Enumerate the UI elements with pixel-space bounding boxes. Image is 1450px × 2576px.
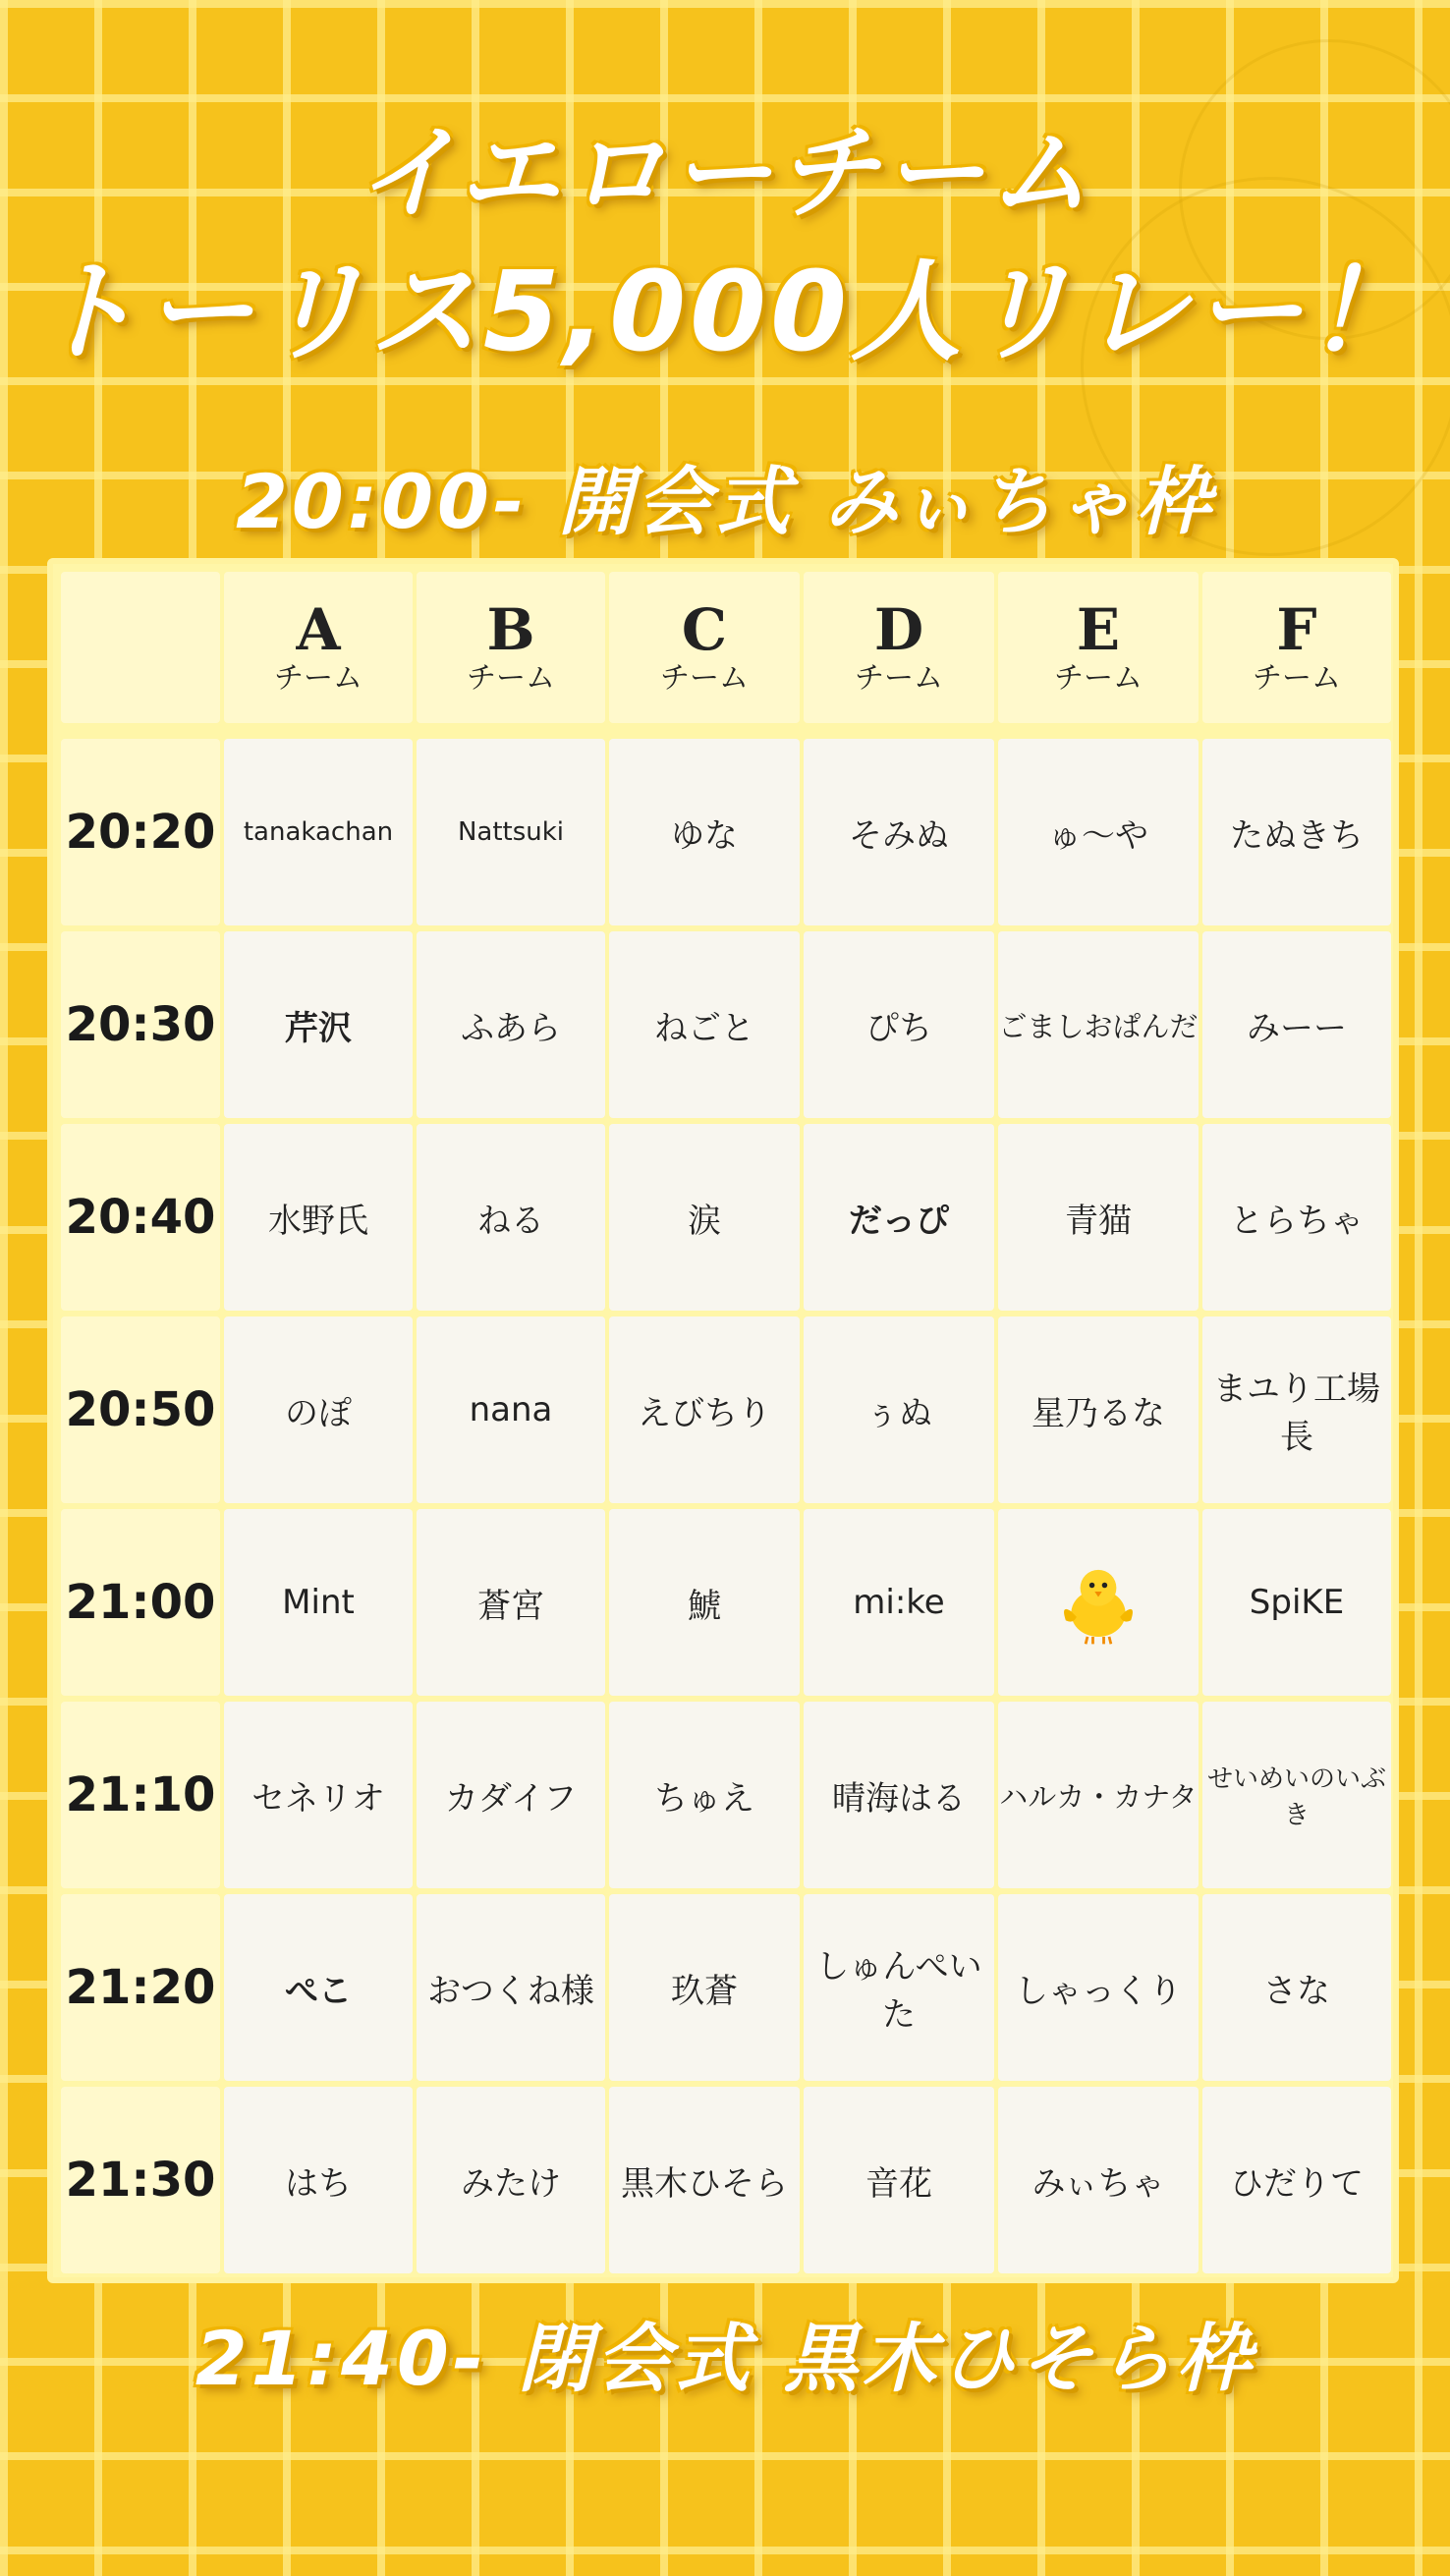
streamer-cell: せいめいのいぶき xyxy=(1202,1702,1391,1888)
opening-ceremony-label: 20:00- 開会式 みぃちゃ枠 xyxy=(235,458,1215,545)
streamer-cell: えびちり xyxy=(609,1316,800,1503)
streamer-cell: カダイフ xyxy=(417,1702,605,1888)
streamer-cell: ゆな xyxy=(609,739,800,925)
streamer-cell: 青猫 xyxy=(998,1124,1199,1311)
title-line-1: イエローチーム xyxy=(356,113,1094,233)
team-letter: E xyxy=(1076,596,1121,663)
streamer-cell: ねる xyxy=(417,1124,605,1311)
team-suffix: チーム xyxy=(467,661,555,696)
streamer-cell: ゅ〜や xyxy=(998,739,1199,925)
time-slot-label: 20:30 xyxy=(61,931,220,1118)
streamer-cell: 涙 xyxy=(609,1124,800,1311)
grid-corner xyxy=(61,572,220,723)
streamer-cell: セネリオ xyxy=(224,1702,413,1888)
closing-ceremony-label: 21:40- 閉会式 黒木ひそら枠 xyxy=(195,2315,1255,2402)
streamer-cell: 蒼宮 xyxy=(417,1509,605,1696)
streamer-cell: ハルカ・カナタ xyxy=(998,1702,1199,1888)
streamer-cell: みぃちゃ xyxy=(998,2087,1199,2273)
streamer-cell: 音花 xyxy=(804,2087,994,2273)
time-slot-label: 20:40 xyxy=(61,1124,220,1311)
streamer-cell: だっぴ xyxy=(804,1124,994,1311)
streamer-cell: のぽ xyxy=(224,1316,413,1503)
time-slot-label: 21:10 xyxy=(61,1702,220,1888)
streamer-cell: 鯱 xyxy=(609,1509,800,1696)
streamer-cell: ちゅえ xyxy=(609,1702,800,1888)
team-suffix: チーム xyxy=(855,661,943,696)
time-slot-label: 21:20 xyxy=(61,1894,220,2081)
streamer-cell: たぬきち xyxy=(1202,739,1391,925)
time-slot-label: 20:50 xyxy=(61,1316,220,1503)
streamer-cell: 芹沢 xyxy=(224,931,413,1118)
streamer-cell: 星乃るな xyxy=(998,1316,1199,1503)
streamer-cell: みーー xyxy=(1202,931,1391,1118)
time-slot-label: 21:30 xyxy=(61,2087,220,2273)
streamer-cell: nana xyxy=(417,1316,605,1503)
streamer-cell: はち xyxy=(224,2087,413,2273)
streamer-cell: みたけ xyxy=(417,2087,605,2273)
team-header-a xyxy=(224,572,413,723)
team-letter: D xyxy=(873,596,924,663)
streamer-cell: ぺこ xyxy=(224,1894,413,2081)
streamer-cell: SpiKE xyxy=(1202,1509,1391,1696)
streamer-cell: tanakachan xyxy=(224,739,413,925)
title-line-2: トーリス5,000人リレー！ xyxy=(28,249,1422,376)
streamer-cell: 玖蒼 xyxy=(609,1894,800,2081)
streamer-cell: そみぬ xyxy=(804,739,994,925)
team-suffix: チーム xyxy=(274,661,362,696)
team-letter: F xyxy=(1276,596,1317,663)
streamer-cell: まユり工場長 xyxy=(1202,1316,1391,1503)
relay-schedule-grid xyxy=(47,558,1399,2283)
streamer-cell: 黒木ひそら xyxy=(609,2087,800,2273)
streamer-cell: mi:ke xyxy=(804,1509,994,1696)
streamer-cell: しゅんぺいた xyxy=(804,1894,994,2081)
team-letter: A xyxy=(296,596,341,663)
streamer-cell: おつくね様 xyxy=(417,1894,605,2081)
time-slot-label: 21:00 xyxy=(61,1509,220,1696)
streamer-cell: ごましおぱんだ xyxy=(998,931,1199,1118)
streamer-cell: しゃっくり xyxy=(998,1894,1199,2081)
streamer-cell: Nattsuki xyxy=(417,739,605,925)
baby-chick-icon xyxy=(1053,1557,1143,1648)
team-suffix: チーム xyxy=(1253,661,1341,696)
streamer-cell: ふあら xyxy=(417,931,605,1118)
streamer-cell: ひだりて xyxy=(1202,2087,1391,2273)
team-letter: B xyxy=(486,596,535,663)
team-header-d xyxy=(804,572,994,723)
team-header-b xyxy=(417,572,605,723)
team-header-e xyxy=(998,572,1199,723)
streamer-cell: ぴち xyxy=(804,931,994,1118)
team-suffix: チーム xyxy=(1054,661,1143,696)
team-header-c xyxy=(609,572,800,723)
team-letter: C xyxy=(681,596,728,663)
time-slot-label: 20:20 xyxy=(61,739,220,925)
streamer-cell-chick xyxy=(998,1509,1199,1696)
streamer-cell: 晴海はる xyxy=(804,1702,994,1888)
streamer-cell: 水野氏 xyxy=(224,1124,413,1311)
streamer-cell: とらちゃ xyxy=(1202,1124,1391,1311)
streamer-cell: Mint xyxy=(224,1509,413,1696)
team-header-f xyxy=(1202,572,1391,723)
streamer-cell: ねごと xyxy=(609,931,800,1118)
streamer-cell: ぅぬ xyxy=(804,1316,994,1503)
streamer-cell: さな xyxy=(1202,1894,1391,2081)
team-suffix: チーム xyxy=(660,661,749,696)
